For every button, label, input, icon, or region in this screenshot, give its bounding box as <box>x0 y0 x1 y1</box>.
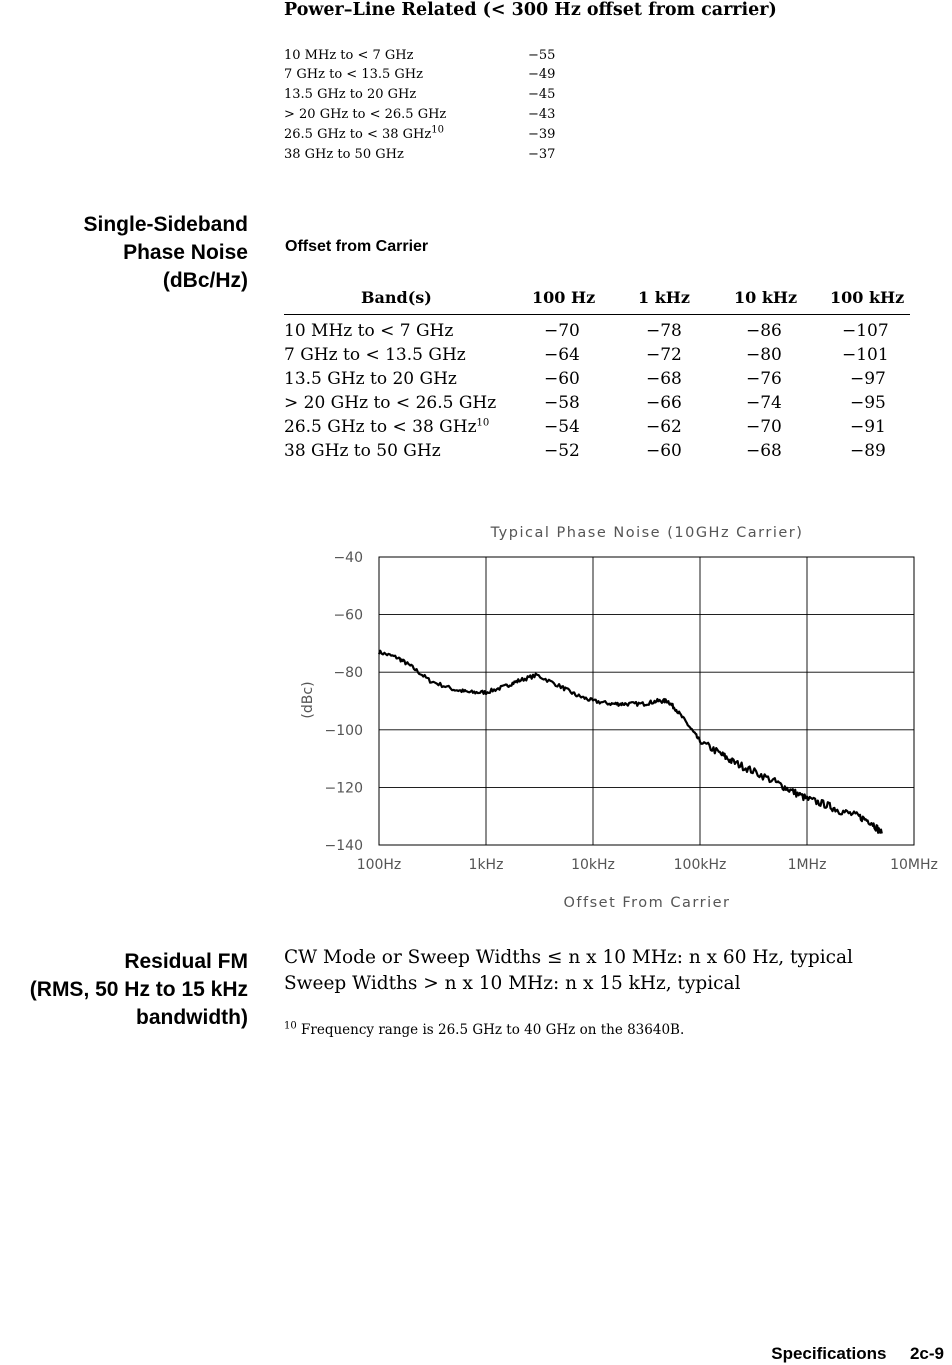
x-tick-label: 1kHz <box>468 857 504 873</box>
page-number: 2c-9 <box>909 1344 944 1363</box>
value-1khz: −78 <box>646 321 682 341</box>
phase-noise-heading <box>83 211 248 295</box>
table-header <box>284 286 910 315</box>
band-label: 13.5 GHz to 20 GHz <box>284 87 417 102</box>
y-tick-label: −40 <box>333 550 363 566</box>
value-10khz: −76 <box>746 369 782 389</box>
y-axis-ticks <box>325 550 363 854</box>
phase-noise-chart-svg <box>280 510 952 920</box>
table-row <box>284 321 910 345</box>
phase-noise-chart <box>280 510 952 920</box>
value-10khz: −70 <box>746 417 782 437</box>
value-100khz: −89 <box>850 441 886 461</box>
value-100khz: −107 <box>842 321 889 341</box>
value-1khz: −62 <box>646 417 682 437</box>
power-line-row <box>284 107 556 122</box>
plot-frame <box>379 557 914 845</box>
footnote-text: Frequency range is 26.5 GHz to 40 GHz on the 83640B. <box>301 1022 685 1038</box>
band-label: 10 MHz to < 7 GHz <box>284 48 414 63</box>
x-tick-label: 1MHz <box>787 857 827 873</box>
x-axis-ticks <box>357 857 938 873</box>
residual-fm-line: CW Mode or Sweep Widths ≤ n x 10 MHz: n x 60 Hz, typical <box>284 947 853 968</box>
heading-line: (RMS, 50 Hz to 15 kHz <box>29 978 248 1001</box>
x-tick-label: 10MHz <box>890 857 938 873</box>
power-line-value: −43 <box>528 107 556 122</box>
heading-line: Residual FM <box>124 950 248 973</box>
value-10khz: −74 <box>746 393 782 413</box>
value-100hz: −58 <box>544 393 580 413</box>
y-tick-label: −60 <box>333 607 363 624</box>
band-label: 38 GHz to 50 GHz <box>284 441 441 461</box>
heading-line: Single-Sideband <box>83 213 248 236</box>
value-100hz: −60 <box>544 369 580 389</box>
x-axis-label: Offset From Carrier <box>563 895 731 911</box>
power-line-title: Power–Line Related (< 300 Hz offset from carrier) <box>284 0 777 20</box>
y-tick-label: −140 <box>324 838 363 854</box>
power-line-row <box>284 87 556 102</box>
x-tick-label: 100Hz <box>356 857 402 873</box>
band-label: > 20 GHz to < 26.5 GHz <box>284 107 447 122</box>
power-line-value: −55 <box>528 48 556 63</box>
power-line-row <box>284 147 556 162</box>
value-100hz: −54 <box>544 417 580 437</box>
y-tick-label: −80 <box>333 665 363 682</box>
column-header: 100 Hz <box>532 288 596 307</box>
table-row <box>284 417 910 441</box>
power-line-value: −37 <box>528 147 556 162</box>
power-line-row <box>284 67 556 82</box>
footer-section: Specifications <box>771 1344 887 1363</box>
value-100khz: −91 <box>850 417 886 437</box>
column-header: Band(s) <box>361 288 432 307</box>
value-100khz: −101 <box>842 345 889 365</box>
table-row <box>284 345 910 369</box>
band-label: 26.5 GHz to < 38 GHz$^{10}$ <box>284 417 490 437</box>
value-1khz: −68 <box>646 369 682 389</box>
value-1khz: −66 <box>646 393 682 413</box>
value-100hz: −52 <box>544 441 580 461</box>
x-tick-label: 10kHz <box>571 857 615 873</box>
value-100hz: −64 <box>544 345 580 365</box>
power-line-value: −45 <box>528 87 556 102</box>
power-line-value: −49 <box>528 67 556 82</box>
value-10khz: −86 <box>746 321 782 341</box>
footnote-ref: 10 <box>431 124 444 136</box>
heading-line: bandwidth) <box>136 1006 248 1029</box>
y-tick-label: −120 <box>324 780 363 797</box>
value-10khz: −68 <box>746 441 782 461</box>
band-label: 38 GHz to 50 GHz <box>284 147 404 162</box>
x-tick-label: 100kHz <box>673 857 727 873</box>
value-10khz: −80 <box>746 345 782 365</box>
phase-noise-table <box>284 286 910 465</box>
residual-fm-heading <box>30 948 248 1032</box>
residual-fm-line: Sweep Widths > n x 10 MHz: n x 15 kHz, typical <box>284 973 741 994</box>
band-label: 10 MHz to < 7 GHz <box>284 321 454 341</box>
page-footer <box>771 1344 944 1364</box>
band-label: 7 GHz to < 13.5 GHz <box>284 345 466 365</box>
table-row <box>284 393 910 417</box>
footnote-mark: 10 <box>284 1020 297 1032</box>
footnote <box>284 1022 684 1038</box>
y-tick-label: −100 <box>324 722 363 739</box>
column-header: 100 kHz <box>830 288 905 307</box>
column-header: 10 kHz <box>734 288 798 307</box>
band-label: > 20 GHz to < 26.5 GHz <box>284 393 497 413</box>
table-row <box>284 369 910 393</box>
band-label: 7 GHz to < 13.5 GHz <box>284 67 423 82</box>
value-100hz: −70 <box>544 321 580 341</box>
y-axis-label: (dBc) <box>300 681 316 719</box>
power-line-value: −39 <box>528 127 556 142</box>
chart-grid <box>379 557 914 845</box>
heading-line: (dBc/Hz) <box>162 269 248 292</box>
value-100khz: −95 <box>850 393 886 413</box>
phase-noise-subheading: Offset from Carrier <box>285 238 429 255</box>
power-line-row <box>284 48 556 63</box>
heading-line: Phase Noise <box>123 241 248 264</box>
column-header: 1 kHz <box>638 288 690 307</box>
value-100khz: −97 <box>850 369 886 389</box>
chart-title: Typical Phase Noise (10GHz Carrier) <box>490 525 804 541</box>
power-line-row <box>284 124 556 142</box>
value-1khz: −72 <box>646 345 682 365</box>
value-1khz: −60 <box>646 441 682 461</box>
band-label: 26.5 GHz to < 38 GHz <box>284 127 432 142</box>
phase-noise-series-line <box>379 651 882 834</box>
table-row <box>284 441 910 465</box>
band-label: 13.5 GHz to 20 GHz <box>284 369 457 389</box>
